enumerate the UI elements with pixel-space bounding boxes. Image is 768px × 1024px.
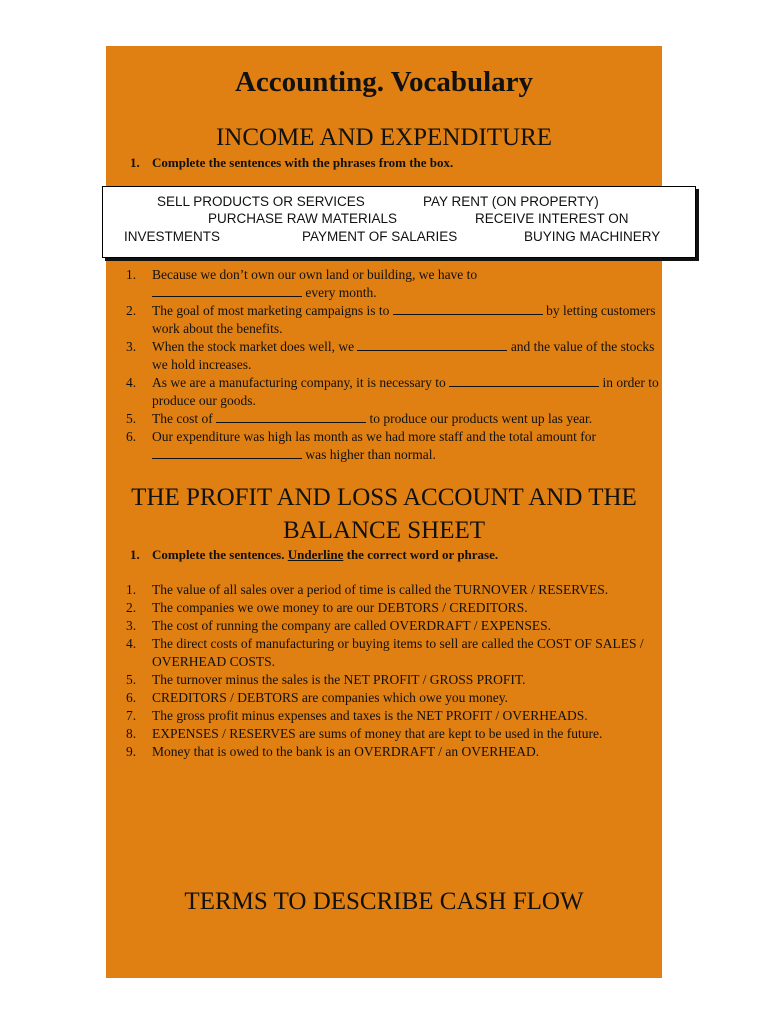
phrase-sell-products: SELL PRODUCTS OR SERVICES (157, 194, 365, 209)
section-heading-profit-loss: THE PROFIT AND LOSS ACCOUNT AND THE BALANCE SHEET (131, 484, 637, 544)
phrase-receive-interest: RECEIVE INTEREST ON (475, 211, 629, 226)
list-item: 1. Because we don’t own our own land or building, we have to every month. (126, 267, 478, 300)
list-item: 9. Money that is owed to the bank is an OVERDRAFT / an OVERHEAD. (126, 744, 540, 759)
instruction-number: 1. (130, 547, 140, 562)
phrase-buying-machinery: BUYING MACHINERY (524, 229, 661, 244)
income-sentence-list (126, 266, 660, 464)
list-item: 5. The turnover minus the sales is the NET PROFIT / GROSS PROFIT. (126, 672, 526, 687)
answer-blank[interactable] (216, 410, 366, 423)
list-item: 7. The gross profit minus expenses and taxes is the NET PROFIT / OVERHEADS. (126, 708, 588, 723)
list-item: 5. The cost of to produce our products went up las year. (126, 411, 593, 426)
list-item: 4. The direct costs of manufacturing or buying items to sell are called the COST OF SALES / OVERHEAD COSTS. (126, 636, 644, 669)
phrase-payment-of-salaries: PAYMENT OF SALARIES (302, 229, 458, 244)
instruction-text: Complete the sentences with the phrases from the box. (152, 155, 454, 170)
list-item: 2. The companies we owe money to are our DEBTORS / CREDITORS. (126, 600, 528, 615)
instruction-income (130, 155, 453, 171)
page-title: Accounting. Vocabulary (234, 66, 534, 98)
profit-loss-sentence-list (126, 581, 660, 761)
list-item: 3. The cost of running the company are called OVERDRAFT / EXPENSES. (126, 618, 552, 633)
list-item: 3. When the stock market does well, we and the value of the stocks we hold increases. (126, 339, 655, 372)
list-item: 6. CREDITORS / DEBTORS are companies which owe you money. (126, 690, 508, 705)
answer-blank[interactable] (449, 374, 599, 387)
list-item: 4. As we are a manufacturing company, it is necessary to in order to produce our goods. (126, 375, 659, 408)
instruction-profit-loss (130, 547, 498, 563)
section-heading-income: INCOME AND EXPENDITURE (215, 124, 553, 151)
list-item: 6. Our expenditure was high las month as we had more staff and the total amount for was higher than normal. (126, 429, 597, 462)
list-item: 2. The goal of most marketing campaigns is to by letting customers work about the benefits. (126, 303, 656, 336)
answer-blank[interactable] (393, 302, 543, 315)
phrase-purchase-raw-materials: PURCHASE RAW MATERIALS (208, 211, 398, 226)
list-item: 1. The value of all sales over a period of time is called the TURNOVER / RESERVES. (126, 582, 609, 597)
answer-blank[interactable] (152, 446, 302, 459)
phrase-pay-rent: PAY RENT (ON PROPERTY) (423, 194, 599, 209)
phrase-investments: INVESTMENTS (124, 229, 221, 244)
answer-blank[interactable] (357, 338, 507, 351)
instruction-text: Complete the sentences. (152, 547, 285, 562)
list-item: 8. EXPENSES / RESERVES are sums of money that are kept to be used in the future. (126, 726, 603, 741)
instruction-number: 1. (130, 155, 140, 170)
answer-blank[interactable] (152, 284, 302, 297)
phrase-box (102, 186, 696, 258)
instruction-underlined-word: Underline (287, 547, 344, 562)
section-heading-cash-flow: TERMS TO DESCRIBE CASH FLOW (184, 888, 584, 915)
instruction-text-end: the correct word or phrase. (346, 547, 499, 562)
